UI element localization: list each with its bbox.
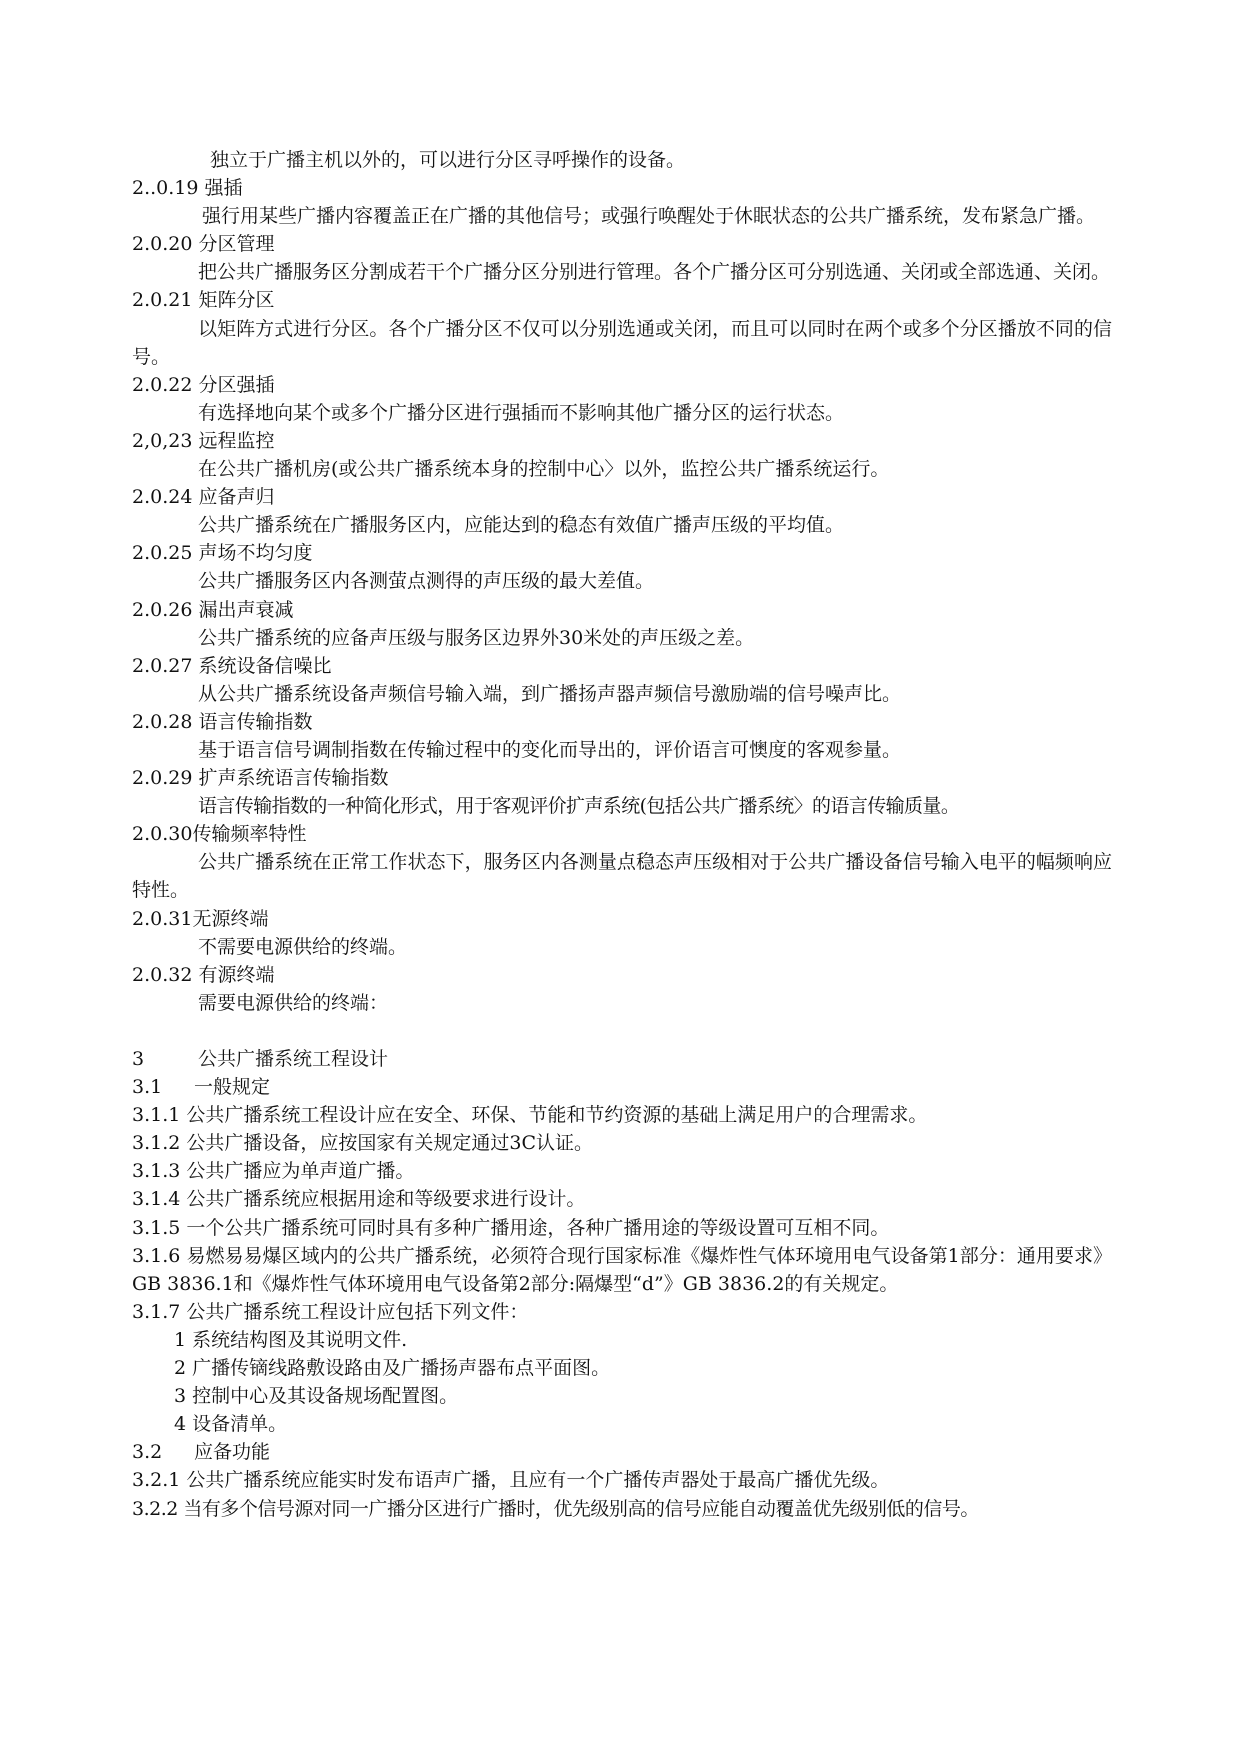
term-heading bbox=[132, 539, 1112, 567]
term-heading bbox=[132, 427, 1112, 455]
clause bbox=[132, 1298, 1112, 1326]
list-text: 控制中心及其设备规场配置图。 bbox=[192, 1385, 459, 1408]
term-heading bbox=[132, 483, 1112, 511]
clause-number: 3.1.4 bbox=[132, 1188, 181, 1211]
term-title: 远程监控 bbox=[198, 429, 275, 452]
clause-number: 3.1.2 bbox=[132, 1132, 181, 1155]
list-text: 广播传镝线路敷设路由及广播扬声器布点平面图。 bbox=[192, 1357, 611, 1380]
clause-text: 易燃易易爆区域内的公共广播系统，必须符合现行国家标准《爆炸性气体环境用电气设备第1部分：通用要求》GB 3836.1和《爆炸性气体环境用电气设备第2部分:隔爆型“d”》GB 3836.2的有关规定。 bbox=[132, 1244, 1112, 1295]
term-definition: 需要电源供给的终端： bbox=[198, 991, 389, 1014]
term-definition: 强行用某些广播内容覆盖正在广播的其他信号；或强行唤醒处于休眠状态的公共广播系统，发布紧急广播。 bbox=[202, 205, 1096, 228]
term-definition: 公共广播系统的应备声压级与服务区边界外30米处的声压级之差。 bbox=[198, 626, 755, 649]
list-item bbox=[132, 1382, 1112, 1410]
term-title: 语言传输指数 bbox=[198, 710, 313, 733]
clause-number: 3.2.1 bbox=[132, 1469, 181, 1492]
clause-number: 3.1.3 bbox=[132, 1160, 181, 1183]
term-number: 2.0.32 bbox=[132, 963, 193, 986]
section-heading bbox=[132, 1045, 1112, 1073]
subsection-title: 应备功能 bbox=[194, 1441, 271, 1464]
term-definition: 基于语言信号调制指数在传输过程中的变化而导出的，评价语言可懊度的客观参量。 bbox=[198, 738, 902, 761]
term-heading bbox=[132, 820, 1112, 848]
term-number: 2.0.25 bbox=[132, 542, 193, 565]
term-heading bbox=[132, 371, 1112, 399]
clause bbox=[132, 1242, 1112, 1298]
term-title: 强插 bbox=[204, 177, 243, 200]
clause-text: 一个公共广播系统可同时具有多种广播用途，各种广播用途的等级设置可互相不同。 bbox=[186, 1216, 890, 1239]
term-heading bbox=[132, 596, 1112, 624]
term-definition: 有选择地向某个或多个广播分区进行强插而不影响其他广播分区的运行状态。 bbox=[198, 401, 845, 424]
term-definition: 语言传输指数的一种简化形式，用于客观评价扩声系统(包括公共广播系统〉的语言传输质量。 bbox=[198, 795, 960, 818]
term-number: 2.0.24 bbox=[132, 486, 193, 509]
term-heading bbox=[132, 286, 1112, 314]
term-title: 扩声系统语言传输指数 bbox=[198, 767, 389, 790]
list-number: 3 bbox=[174, 1385, 187, 1408]
term-heading bbox=[132, 174, 1112, 202]
list-item bbox=[132, 1326, 1112, 1354]
term-heading bbox=[132, 652, 1112, 680]
section-title: 公共广播系统工程设计 bbox=[198, 1048, 389, 1070]
clause bbox=[132, 1466, 1112, 1494]
subsection-number: 3.1 bbox=[132, 1076, 163, 1099]
clause-number: 3.1.5 bbox=[132, 1216, 181, 1239]
term-number: 2.0.22 bbox=[132, 373, 193, 396]
term-number: 2.0.30 bbox=[132, 823, 193, 846]
list-item bbox=[132, 1410, 1112, 1438]
clause-text: 公共广播系统应能实时发布语声广播，且应有一个广播传声器处于最高广播优先级。 bbox=[186, 1469, 890, 1492]
term-number: 2.0.20 bbox=[132, 233, 193, 256]
clause-number: 3.1.6 bbox=[132, 1244, 181, 1267]
term-heading bbox=[132, 905, 1112, 933]
term-number: 2,0,23 bbox=[132, 429, 193, 452]
term-title: 矩阵分区 bbox=[198, 289, 275, 312]
term-definition: 在公共广播机房(或公共广播系统本身的控制中心〉以外，监控公共广播系统运行。 bbox=[198, 458, 890, 481]
clause bbox=[132, 1157, 1112, 1185]
term-title: 有源终端 bbox=[198, 963, 275, 986]
term-number: 2.0.29 bbox=[132, 767, 193, 790]
term-heading bbox=[132, 764, 1112, 792]
intro-line: 独立于广播主机以外的，可以进行分区寻呼操作的设备。 bbox=[210, 149, 686, 171]
clause bbox=[132, 1129, 1112, 1157]
term-title: 系统设备信噪比 bbox=[198, 654, 332, 677]
term-definition: 公共广播系统在正常工作状态下，服务区内各测量点稳态声压级相对于公共广播设备信号输入电平的幅频响应特性。 bbox=[132, 851, 1112, 902]
term-number: 2.0.28 bbox=[132, 710, 193, 733]
term-title: 传输频率特性 bbox=[192, 823, 307, 846]
clause-text: 公共广播系统工程设计应包括下列文件： bbox=[186, 1300, 529, 1323]
section-number: 3 bbox=[132, 1048, 145, 1070]
term-title: 分区强插 bbox=[198, 373, 275, 396]
clause bbox=[132, 1495, 1112, 1523]
blank-line bbox=[132, 1017, 1112, 1045]
term-definition: 以矩阵方式进行分区。各个广播分区不仅可以分别选通或关闭，而且可以同时在两个或多个分区播放不同的信号。 bbox=[132, 317, 1112, 368]
term-number: 2..0.19 bbox=[132, 177, 199, 200]
list-text: 设备清单。 bbox=[192, 1413, 288, 1436]
term-definition: 公共广播服务区内各测萤点测得的声压级的最大差值。 bbox=[198, 570, 655, 593]
clause bbox=[132, 1185, 1112, 1213]
clause-number: 3.1.7 bbox=[132, 1300, 181, 1323]
clause bbox=[132, 1101, 1112, 1129]
document-body bbox=[132, 146, 1112, 1523]
list-number: 1 bbox=[174, 1328, 187, 1351]
term-title: 声场不均匀度 bbox=[198, 542, 313, 565]
term-definition: 把公共广播服务区分割成若干个广播分区分别进行管理。各个广播分区可分别选通、关闭或全部选通、关闭。 bbox=[198, 261, 1111, 284]
term-title: 无源终端 bbox=[192, 907, 269, 930]
term-definition: 从公共广播系统设备声频信号输入端，到广播扬声器声频信号激励端的信号噪声比。 bbox=[198, 682, 902, 705]
term-heading bbox=[132, 230, 1112, 258]
subsection-number: 3.2 bbox=[132, 1441, 163, 1464]
clause-text: 公共广播设备，应按国家有关规定通过3C认证。 bbox=[186, 1132, 594, 1155]
term-number: 2.0.26 bbox=[132, 598, 193, 621]
list-text: 系统结构图及其说明文件. bbox=[192, 1328, 408, 1351]
list-item bbox=[132, 1354, 1112, 1382]
term-heading bbox=[132, 961, 1112, 989]
subsection-heading bbox=[132, 1438, 1112, 1466]
term-title: 应备声归 bbox=[198, 486, 275, 509]
clause-text: 当有多个信号源对同一广播分区进行广播时，优先级别高的信号应能自动覆盖优先级别低的信号。 bbox=[183, 1497, 979, 1520]
term-title: 漏出声衰减 bbox=[198, 598, 294, 621]
clause-text: 公共广播系统应根据用途和等级要求进行设计。 bbox=[186, 1188, 586, 1211]
clause-number: 3.2.2 bbox=[132, 1497, 178, 1520]
term-number: 2.0.21 bbox=[132, 289, 193, 312]
clause bbox=[132, 1214, 1112, 1242]
clause-text: 公共广播系统工程设计应在安全、环保、节能和节约资源的基础上满足用户的合理需求。 bbox=[186, 1104, 928, 1127]
term-title: 分区管理 bbox=[198, 233, 275, 256]
term-definition: 公共广播系统在广播服务区内，应能达到的稳态有效值广播声压级的平均值。 bbox=[198, 514, 845, 537]
list-number: 4 bbox=[174, 1413, 187, 1436]
term-number: 2.0.27 bbox=[132, 654, 193, 677]
term-heading bbox=[132, 708, 1112, 736]
list-number: 2 bbox=[174, 1357, 187, 1380]
term-number: 2.0.31 bbox=[132, 907, 193, 930]
clause-text: 公共广播应为单声道广播。 bbox=[186, 1160, 415, 1183]
term-definition: 不需要电源供给的终端。 bbox=[198, 935, 408, 958]
subsection-title: 一般规定 bbox=[194, 1076, 271, 1099]
subsection-heading bbox=[132, 1073, 1112, 1101]
clause-number: 3.1.1 bbox=[132, 1104, 181, 1127]
